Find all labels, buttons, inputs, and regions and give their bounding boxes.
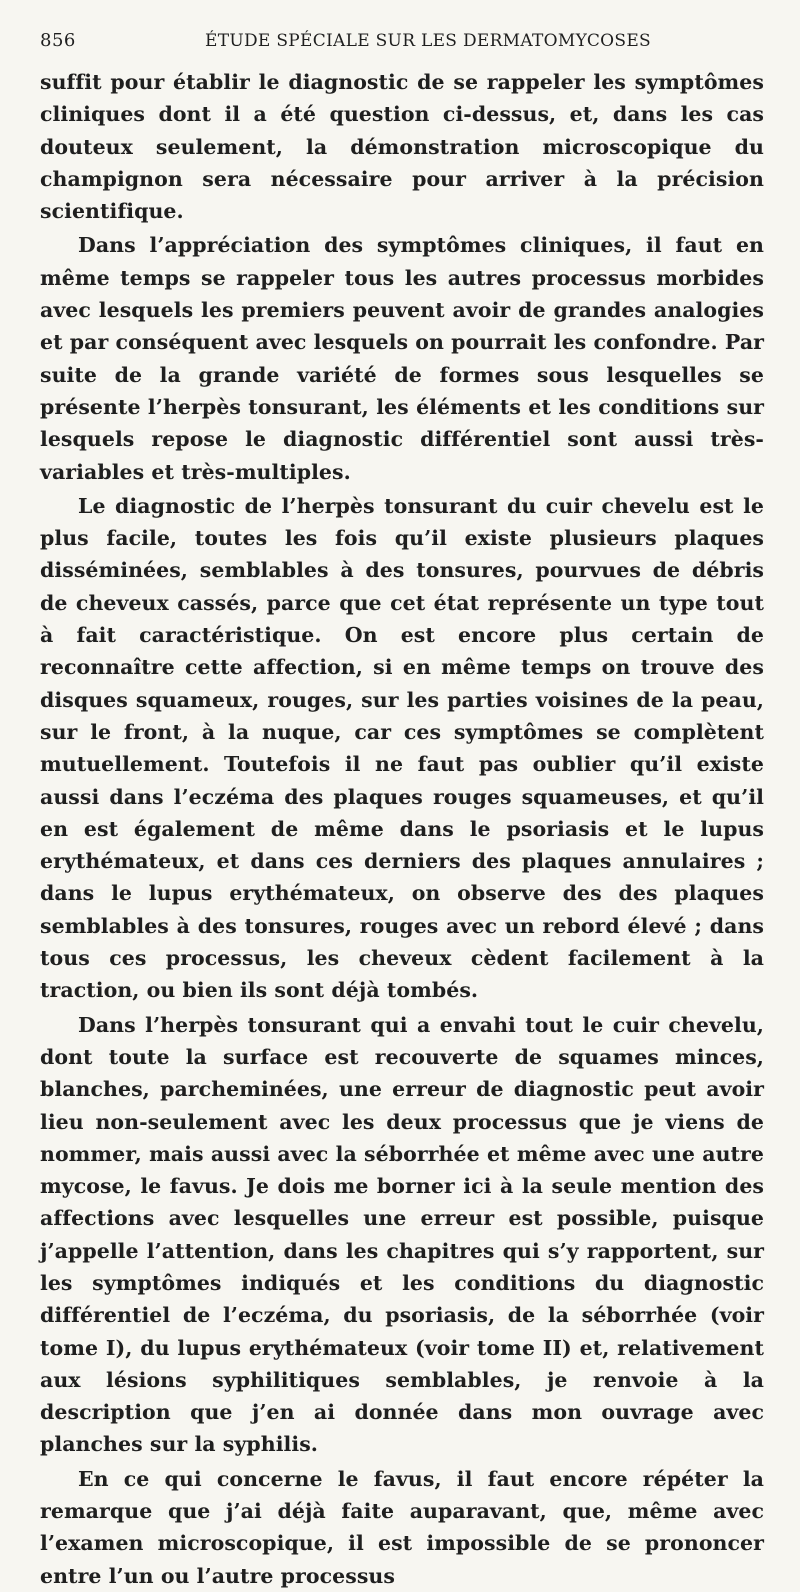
paragraph-scalp-diagnosis: Le diagnostic de l’herpès tonsurant du cuir chevelu est le plus facile, toutes les fois qu’il existe plusieurs plaques disséminées, semblables à des tonsures, pourvues de débris de cheveux cassés, parce que cet état représente un type tout à fait caractéristique. On est encore plus certain de reconnaître cette affection, si en même temps on trouve des disques squameux, rouges, sur les parties voisines de la peau, sur le front, à la nuque, car ces symptômes se complètent mutuellement. Toutefois il ne faut pas oublier qu’il existe aussi dans l’eczéma des plaques rouges squameuses, et qu’il en est également de même dans le psoriasis et le lupus erythémateux, et dans ces derniers des plaques annulaires ; dans le lupus erythémateux, on observe des des plaques semblables à des tonsures, rouges avec un rebord élevé ; dans tous ces processus, les cheveux cèdent facilement à la traction, ou bien ils sont déjà tombés. [40,493,764,1003]
paragraph-favus: En ce qui concerne le favus, il faut encore répéter la remarque que j’ai déjà faite auparavant, que, même avec l’examen microscopique, il est impossible de se prononcer entre l’un ou l’autre processus [40,1466,764,1588]
running-title: ÉTUDE SPÉCIALE SUR LES DERMATOMYCOSES [205,31,651,51]
paragraph-continuation: suffit pour établir le diagnostic de se rappeler les symptômes cliniques dont il a été question ci-dessus, et, dans les cas douteux seulement, la démonstration microscopique du champignon sera nécessaire pour arriver à la précision scientifique. [40,70,764,224]
paragraph-differential-diagnosis: Dans l’herpès tonsurant qui a envahi tout le cuir chevelu, dont toute la surface est recouverte de squames minces, blanches, parcheminées, une erreur de diagnostic peut avoir lieu non-seulement avec les deux processus que je viens de nommer, mais aussi avec la séborrhée et même avec une autre mycose, le favus. Je dois me borner ici à la seule mention des affections avec lesquelles une erreur est possible, puisque j’appelle l’attention, dans les chapitres qui s’y rapportent, sur les symptômes indiqués et les conditions du diagnostic différentiel de l’eczéma, du psoriasis, de la séborrhée (voir tome I), du lupus erythémateux (voir tome II) et, relativement aux lésions syphilitiques semblables, je renvoie à la description que j’en ai donnée dans mon ouvrage avec planches sur la syphilis. [40,1012,764,1457]
page-number: 856 [40,30,76,51]
page-content [40,66,764,1592]
page-header [40,30,764,58]
paragraph-clinical-symptoms: Dans l’appréciation des symptômes cliniques, il faut en même temps se rappeler tous les autres processus morbides avec lesquels les premiers peuvent avoir de grandes analogies et par conséquent avec lesquels on pourrait les confondre. Par suite de la grande variété de formes sous lesquelles se présente l’herpès tonsurant, les éléments et les conditions sur lesquels repose le diagnostic différentiel sont aussi très-variables et très-multiples. [40,233,764,484]
